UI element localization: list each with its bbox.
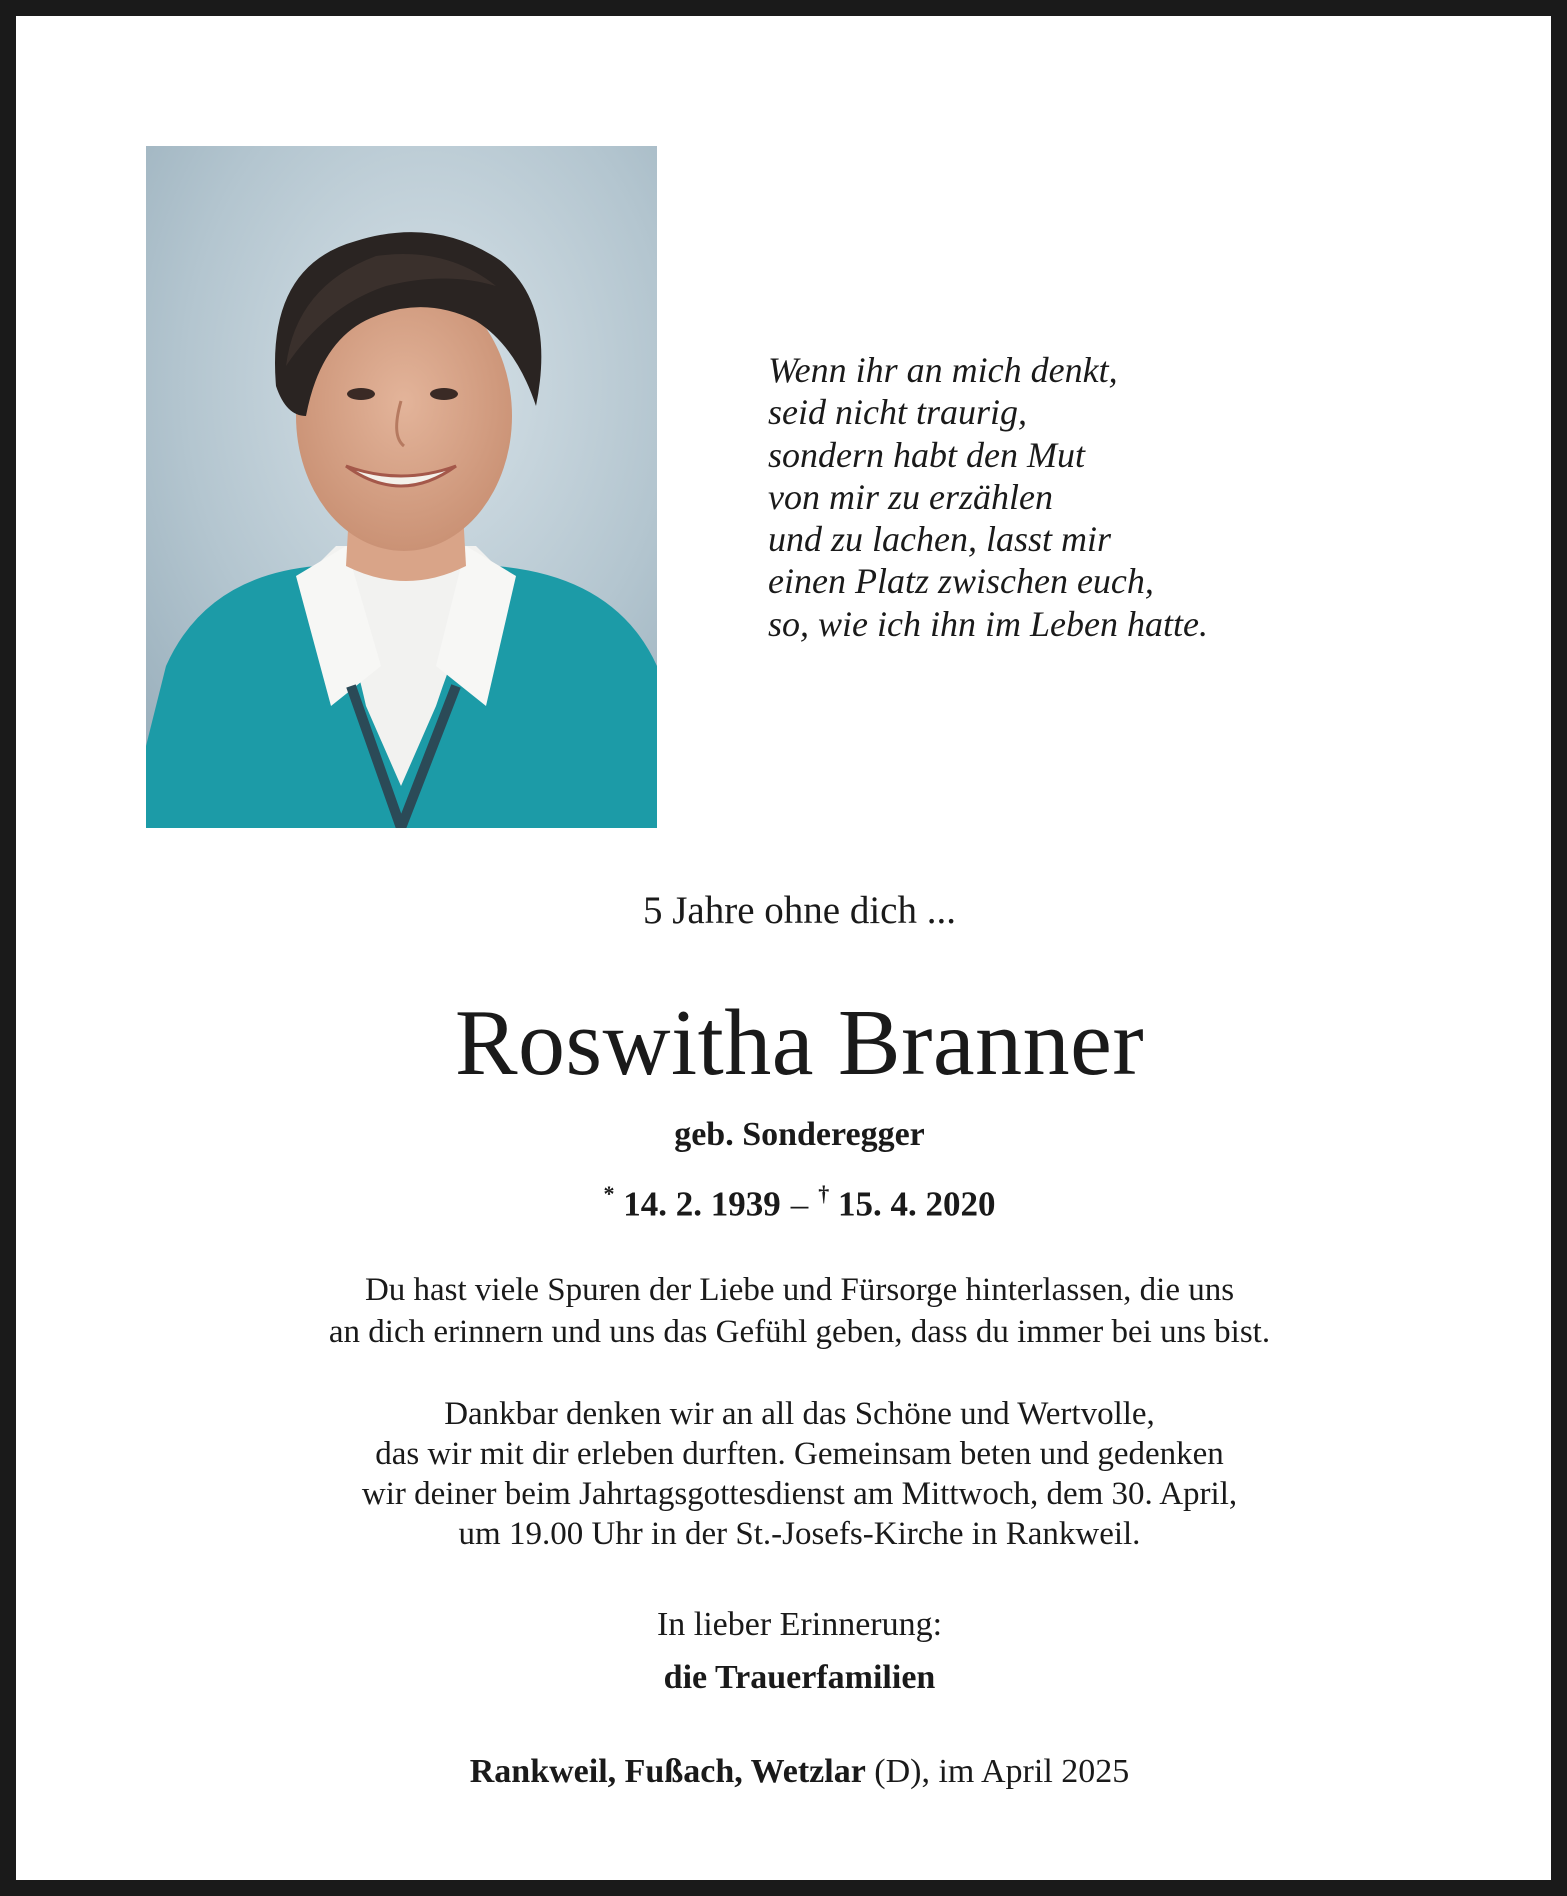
death-symbol: † [818,1181,830,1206]
paragraph-line: Dankbar denken wir an all das Schöne und Wertvolle, [444,1396,1155,1432]
poem-line: einen Platz zwischen euch, [768,561,1154,602]
poem [768,349,1368,645]
portrait-photo [146,146,657,828]
poem-line: seid nicht traurig, [768,392,1027,433]
memory-text: In lieber Erinnerung: [656,1606,943,1643]
paragraph-service [16,1394,1567,1554]
place-date-line [16,1753,1567,1791]
paragraph-tribute [16,1269,1567,1353]
life-dates [16,1183,1567,1225]
date-separator: – [790,1184,809,1224]
place-names: Rankweil, Fußach, Wetzlar [469,1753,866,1790]
poem-line: Wenn ihr an mich denkt, [768,350,1118,390]
place-date: (D), im April 2025 [865,1753,1130,1790]
poem-line: von mir zu erzählen [768,476,1053,517]
maiden-name: geb. Sonderegger [674,1116,925,1153]
poem-line: und zu lachen, lasst mir [768,519,1112,560]
poem-line: sondern habt den Mut [768,434,1085,475]
since-text: 5 Jahre ohne dich ... [643,889,956,932]
birth-symbol: * [603,1181,615,1206]
deceased-name: Roswitha Branner [454,991,1145,1095]
paragraph-line: das wir mit dir erleben durften. Gemeinsam beten und gedenken [375,1436,1224,1472]
paragraph-line: wir deiner beim Jahrtagsgottesdienst am Mittwoch, dem 30. April, [361,1476,1238,1512]
birth-date: 14. 2. 1939 [623,1184,781,1224]
death-date: 15. 4. 2020 [838,1184,996,1224]
families-signature: die Trauerfamilien [663,1659,936,1696]
paragraph-line: um 19.00 Uhr in der St.-Josefs-Kirche in Rankweil. [458,1516,1141,1552]
paragraph-line: an dich erinnern und uns das Gefühl geben, dass du immer bei uns bist. [328,1314,1271,1350]
paragraph-line: Du hast viele Spuren der Liebe und Fürsorge hinterlassen, die uns [364,1272,1235,1308]
poem-line: so, wie ich ihn im Leben hatte. [768,603,1208,644]
